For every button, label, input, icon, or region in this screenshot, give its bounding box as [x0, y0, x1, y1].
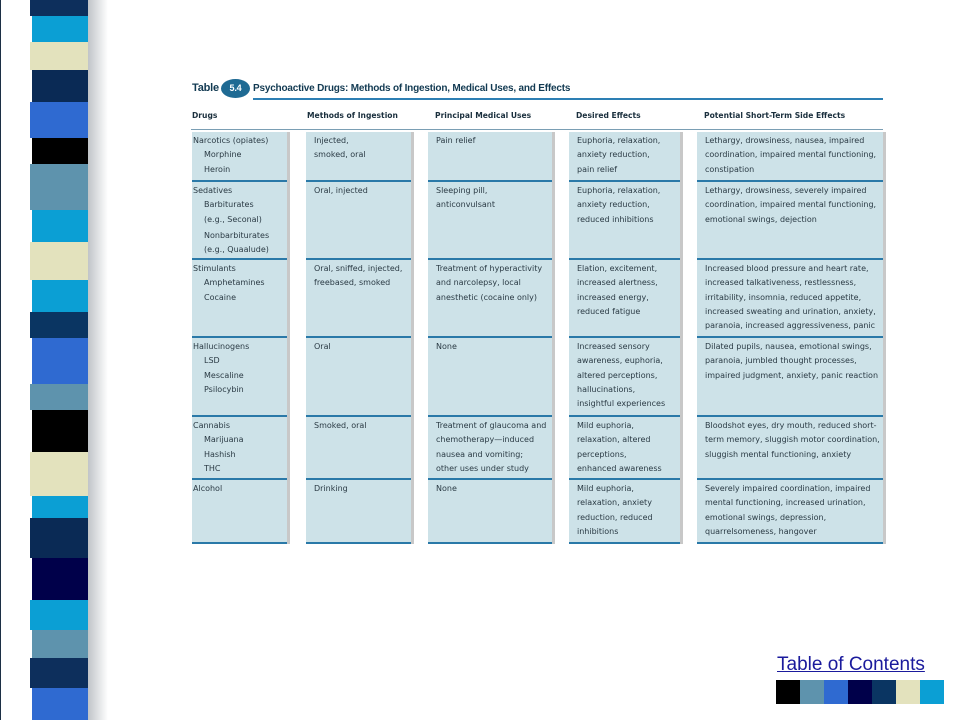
cell-line: THC [204, 463, 221, 473]
strip-segment [30, 242, 88, 280]
color-swatch [920, 680, 944, 704]
cell-line: anticonvulsant [436, 200, 495, 210]
cell-line: Injected, [314, 136, 349, 145]
cell-drug [192, 260, 287, 338]
strip-segment [32, 558, 88, 600]
cell-line: pain relief [577, 164, 618, 174]
table-caption [191, 80, 883, 98]
cell-line: increased talkativeness, restlessness, [705, 278, 857, 288]
decorative-side-strip [0, 0, 108, 720]
cell-line: (e.g., Seconal) [204, 214, 262, 224]
cell-line: Oral, injected [314, 186, 368, 195]
cell-line: and narcolepsy, local [436, 278, 521, 288]
table-row [191, 260, 883, 338]
cell-drug [192, 480, 287, 544]
cell-line: nausea and vomiting; [436, 449, 524, 459]
table-row [191, 182, 883, 260]
cell-line: freebased, smoked [314, 278, 391, 288]
color-swatch [872, 680, 896, 704]
header-uses: Principal Medical Uses [435, 111, 532, 120]
strip-segment [30, 600, 88, 630]
strip-segment [32, 338, 88, 384]
table-figure [191, 80, 883, 544]
cell-line: sluggish mental functioning, anxiety [705, 449, 852, 459]
cell-desired-effects [569, 260, 680, 338]
cell-side-effects [697, 480, 883, 544]
strip-shadow [88, 0, 108, 720]
cell-line: enhanced awareness [577, 463, 662, 473]
strip-segment [30, 518, 88, 558]
cell-line: altered perceptions, [577, 370, 658, 380]
table-header-row [191, 109, 883, 130]
table-row [191, 338, 883, 417]
cell-side-effects [697, 338, 883, 417]
strip-segment [30, 42, 88, 70]
strip-segment [30, 0, 88, 16]
table-of-contents-link[interactable]: Table of Contents [777, 654, 925, 675]
cell-line: chemotherapy—induced [436, 435, 535, 445]
strip-segment [30, 384, 88, 410]
cell-line: emotional swings, depression, [705, 512, 827, 522]
strip-segment [30, 102, 88, 138]
cell-line: Drinking [314, 484, 348, 493]
cell-line: reduced fatigue [577, 306, 641, 316]
cell-uses [428, 260, 552, 338]
cell-line: Oral [314, 342, 331, 351]
strip-segment [32, 496, 88, 518]
cell-line: awareness, euphoria, [577, 356, 663, 366]
cell-side-effects [697, 132, 883, 182]
cell-line: mental functioning, increased urination, [705, 498, 866, 508]
cell-line: paranoia, increased aggressiveness, panic [705, 321, 876, 331]
cell-line: constipation [705, 164, 755, 174]
cell-uses [428, 480, 552, 544]
header-desired-effects: Desired Effects [576, 111, 641, 120]
cell-line: (e.g., Quaalude) [204, 245, 269, 255]
strip-segment [32, 688, 88, 720]
cell-drug [192, 132, 287, 182]
cell-line: Treatment of hyperactivity [436, 264, 543, 273]
table-row [191, 480, 883, 544]
strip-segment [30, 164, 88, 210]
cell-line: irritability, insomnia, reduced appetite, [705, 292, 862, 302]
cell-desired-effects [569, 182, 680, 260]
cell-methods [306, 338, 411, 417]
table-body [191, 132, 883, 544]
cell-line: perceptions, [577, 449, 627, 459]
color-swatch [776, 680, 800, 704]
cell-line: Pain relief [436, 136, 476, 145]
cell-line: Narcotics (opiates) [193, 136, 269, 145]
cell-methods [306, 260, 411, 338]
cell-line: inhibitions [577, 526, 619, 536]
cell-drug [192, 182, 287, 260]
cell-line: hallucinations, [577, 384, 636, 394]
cell-methods [306, 182, 411, 260]
cell-methods [306, 480, 411, 544]
cell-line: Stimulants [193, 264, 236, 273]
cell-line: Marijuana [204, 435, 244, 445]
cell-methods [306, 132, 411, 182]
cell-line: Amphetamines [204, 278, 265, 288]
cell-uses [428, 338, 552, 417]
cell-line: reduction, reduced [577, 512, 653, 522]
header-side-effects: Potential Short-Term Side Effects [704, 111, 846, 120]
cell-line: Sleeping pill, [436, 186, 488, 195]
strip-segment [32, 210, 88, 242]
cell-line: Barbiturates [204, 200, 254, 210]
cell-line: Mild euphoria, [577, 421, 634, 430]
cell-line: relaxation, anxiety [577, 498, 652, 508]
table-row [191, 132, 883, 182]
cell-line: Elation, excitement, [577, 264, 658, 273]
cell-uses [428, 182, 552, 260]
cell-line: Dilated pupils, nausea, emotional swings, [705, 342, 872, 351]
cell-line: LSD [204, 356, 220, 366]
cell-line: increased alertness, [577, 278, 658, 288]
cell-line: None [436, 342, 457, 351]
cell-line: Hallucinogens [193, 342, 250, 351]
table-title: Psychoactive Drugs: Methods of Ingestion, Medical Uses, and Effects [253, 83, 571, 94]
cell-uses [428, 132, 552, 182]
cell-line: Mild euphoria, [577, 484, 634, 493]
cell-line: coordination, impaired mental functioning, [705, 200, 877, 210]
cell-line: Alcohol [193, 484, 223, 493]
strip-segment [30, 658, 88, 688]
cell-line: coordination, impaired mental functioning, [705, 150, 877, 160]
cell-line: reduced inhibitions [577, 214, 654, 224]
cell-line: Mescaline [204, 370, 244, 380]
caption-rule [253, 98, 883, 100]
strip-segment [30, 452, 88, 496]
cell-line: Nonbarbiturates [204, 230, 270, 240]
cell-desired-effects [569, 338, 680, 417]
cell-side-effects [697, 182, 883, 260]
color-swatch [848, 680, 872, 704]
color-swatch [824, 680, 848, 704]
cell-line: relaxation, altered [577, 435, 651, 445]
cell-line: emotional swings, dejection [705, 214, 817, 224]
cell-drug [192, 338, 287, 417]
cell-line: insightful experiences [577, 399, 666, 409]
table-caption-label: Table [192, 82, 219, 94]
cell-line: Smoked, oral [314, 421, 367, 430]
cell-line: Heroin [204, 164, 231, 174]
cell-line: Psilocybin [204, 384, 244, 394]
cell-line: Treatment of glaucoma and [436, 421, 547, 430]
strip-segment [32, 280, 88, 312]
strip-segment [32, 630, 88, 658]
strip-segment [32, 138, 88, 164]
cell-side-effects [697, 417, 883, 480]
cell-line: Sedatives [193, 186, 233, 195]
strip-segment [32, 70, 88, 102]
cell-line: smoked, oral [314, 150, 366, 160]
cell-line: Lethargy, drowsiness, severely impaired [705, 186, 867, 195]
cell-side-effects [697, 260, 883, 338]
cell-line: Euphoria, relaxation, [577, 186, 661, 195]
cell-line: Cocaine [204, 292, 236, 302]
table-row [191, 417, 883, 480]
cell-line: quarrelsomeness, hangover [705, 526, 817, 536]
strip-segment [32, 16, 88, 42]
cell-line: increased energy, [577, 292, 649, 302]
cell-line: Increased blood pressure and heart rate, [705, 264, 869, 273]
cell-line: anxiety reduction, [577, 200, 650, 210]
cell-line: None [436, 484, 457, 493]
cell-line: Increased sensory [577, 342, 650, 351]
color-swatch [896, 680, 920, 704]
strip-segment [30, 312, 88, 338]
cell-line: impaired judgment, anxiety, panic reaction [705, 370, 879, 380]
cell-desired-effects [569, 417, 680, 480]
header-drugs: Drugs [192, 111, 218, 120]
cell-line: paranoia, jumbled thought processes, [705, 356, 857, 366]
cell-desired-effects [569, 132, 680, 182]
cell-line: Severely impaired coordination, impaired [705, 484, 871, 493]
cell-uses [428, 417, 552, 480]
cell-line: Hashish [204, 449, 236, 459]
cell-desired-effects [569, 480, 680, 544]
table-number-badge: 5.4 [221, 79, 250, 98]
color-swatch [800, 680, 824, 704]
strip-segment [32, 410, 88, 452]
cell-line: Bloodshot eyes, dry mouth, reduced short- [705, 421, 877, 430]
strip-edge-line [0, 0, 1, 720]
cell-line: Lethargy, drowsiness, nausea, impaired [705, 136, 865, 145]
cell-drug [192, 417, 287, 480]
cell-line: anxiety reduction, [577, 150, 650, 160]
cell-methods [306, 417, 411, 480]
cell-line: Euphoria, relaxation, [577, 136, 661, 145]
color-swatches [776, 680, 944, 704]
cell-line: Oral, sniffed, injected, [314, 264, 403, 273]
header-methods: Methods of Ingestion [307, 111, 398, 120]
cell-line: term memory, sluggish motor coordination, [705, 435, 880, 445]
cell-line: other uses under study [436, 463, 529, 473]
cell-line: Cannabis [193, 421, 230, 430]
cell-line: Morphine [204, 150, 242, 160]
cell-line: anesthetic (cocaine only) [436, 292, 538, 302]
cell-line: increased sweating and urination, anxiety, [705, 306, 876, 316]
